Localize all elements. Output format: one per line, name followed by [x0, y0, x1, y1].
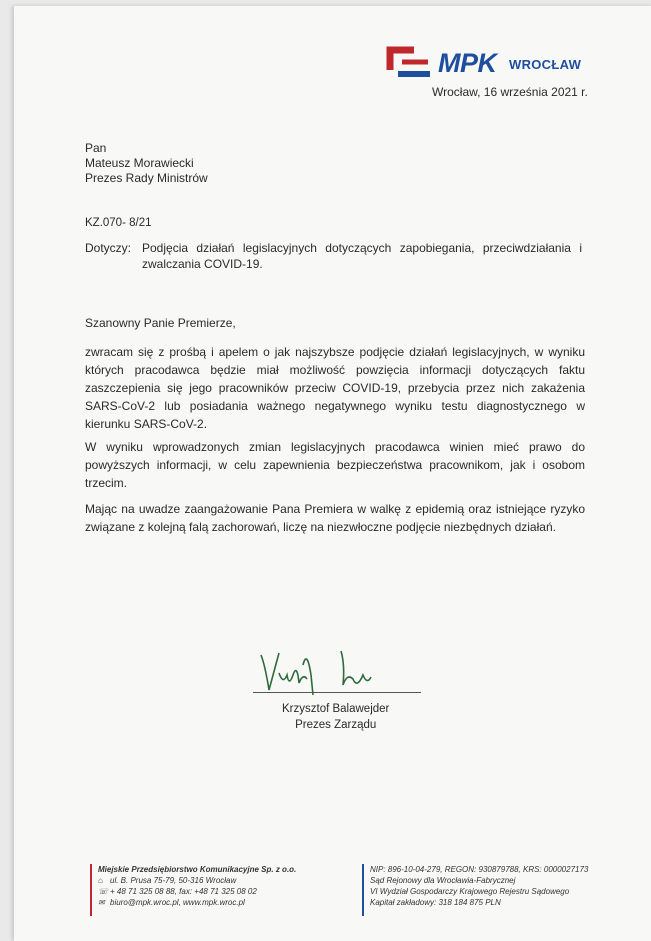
footer-registry [362, 864, 610, 916]
footer-phone: + 48 71 325 08 88, fax: +48 71 325 08 02 [110, 887, 257, 896]
phone-icon: ☏ [98, 887, 109, 896]
addressee-block [85, 141, 208, 186]
greeting: Szanowny Panie Premierze, [85, 316, 236, 330]
addressee-title: Prezes Rady Ministrów [85, 171, 208, 185]
location-icon: ⌂ [98, 876, 103, 885]
logo-city: WROCŁAW [509, 57, 582, 72]
footer-email: biuro@mpk.wroc.pl, www.mpk.wroc.pl [110, 898, 245, 907]
signatory-block [282, 701, 389, 733]
footer-capital: Kapitał zakładowy: 318 184 875 PLN [370, 898, 501, 907]
subject-label: Dotyczy: [85, 241, 132, 255]
footer-contact [90, 864, 318, 916]
addressee-line: Pan [85, 141, 107, 155]
footer-court: Sąd Rejonowy dla Wrocławia-Fabrycznej [370, 876, 516, 885]
addressee-name: Mateusz Morawiecki [85, 156, 194, 170]
body-paragraph: Mając na uwadze zaangażowanie Pana Premiera w walkę z epidemią oraz istniejące ryzyko związane z kolejną falą zachorowań, liczę na niezwłoczne podjęcie niezbędnych działań. [85, 502, 585, 534]
footer-address: ul. B. Prusa 75-79, 50-316 Wrocław [110, 876, 237, 885]
signature-line [253, 692, 421, 693]
mail-icon: ✉ [98, 898, 105, 907]
reference-number: KZ.070- 8/21 [85, 217, 152, 229]
footer-company: Miejskie Przedsiębiorstwo Komunikacyjne Sp. z o.o. [98, 865, 297, 874]
body-paragraph: W wyniku wprowadzonych zmian legislacyjnych pracodawca winien mieć prawo do powyższych informacji, w celu zapewnienia bezpieczeństwa pracownikom, jak i osobom trzecim. [85, 440, 585, 490]
footer-ids: NIP: 896-10-04-279, REGON: 930879788, KRS: 0000027173 [370, 865, 589, 874]
signature-icon [253, 645, 423, 705]
subject-text: Podjęcia działań legislacyjnych dotyczących zapobiegania, przeciwdziałania i zwalczania COVID-19. [142, 241, 582, 271]
signatory-title: Prezes Zarządu [295, 719, 377, 731]
letter-date: Wrocław, 16 września 2021 r. [432, 85, 588, 99]
body-paragraph: zwracam się z prośbą i apelem o jak najszybsze podjęcie działań legislacyjnych, w wyniku których pracodawca będzie miał możliwość powzięcia informacji dotyczących faktu zaszczepienia się jego pracowników przeciw COVID-19, przebycia przez nich zakażenia SARS-CoV-2 lub posiadania ważnego negatywnego wyniku testu diagnostycznego w kierunku SARS-CoV-2. [85, 345, 585, 431]
logo-brand: MPK [438, 48, 497, 78]
footer-division: VI Wydział Gospodarczy Krajowego Rejestru Sądowego [370, 887, 570, 896]
signatory-name: Krzysztof Balawejder [282, 703, 390, 715]
